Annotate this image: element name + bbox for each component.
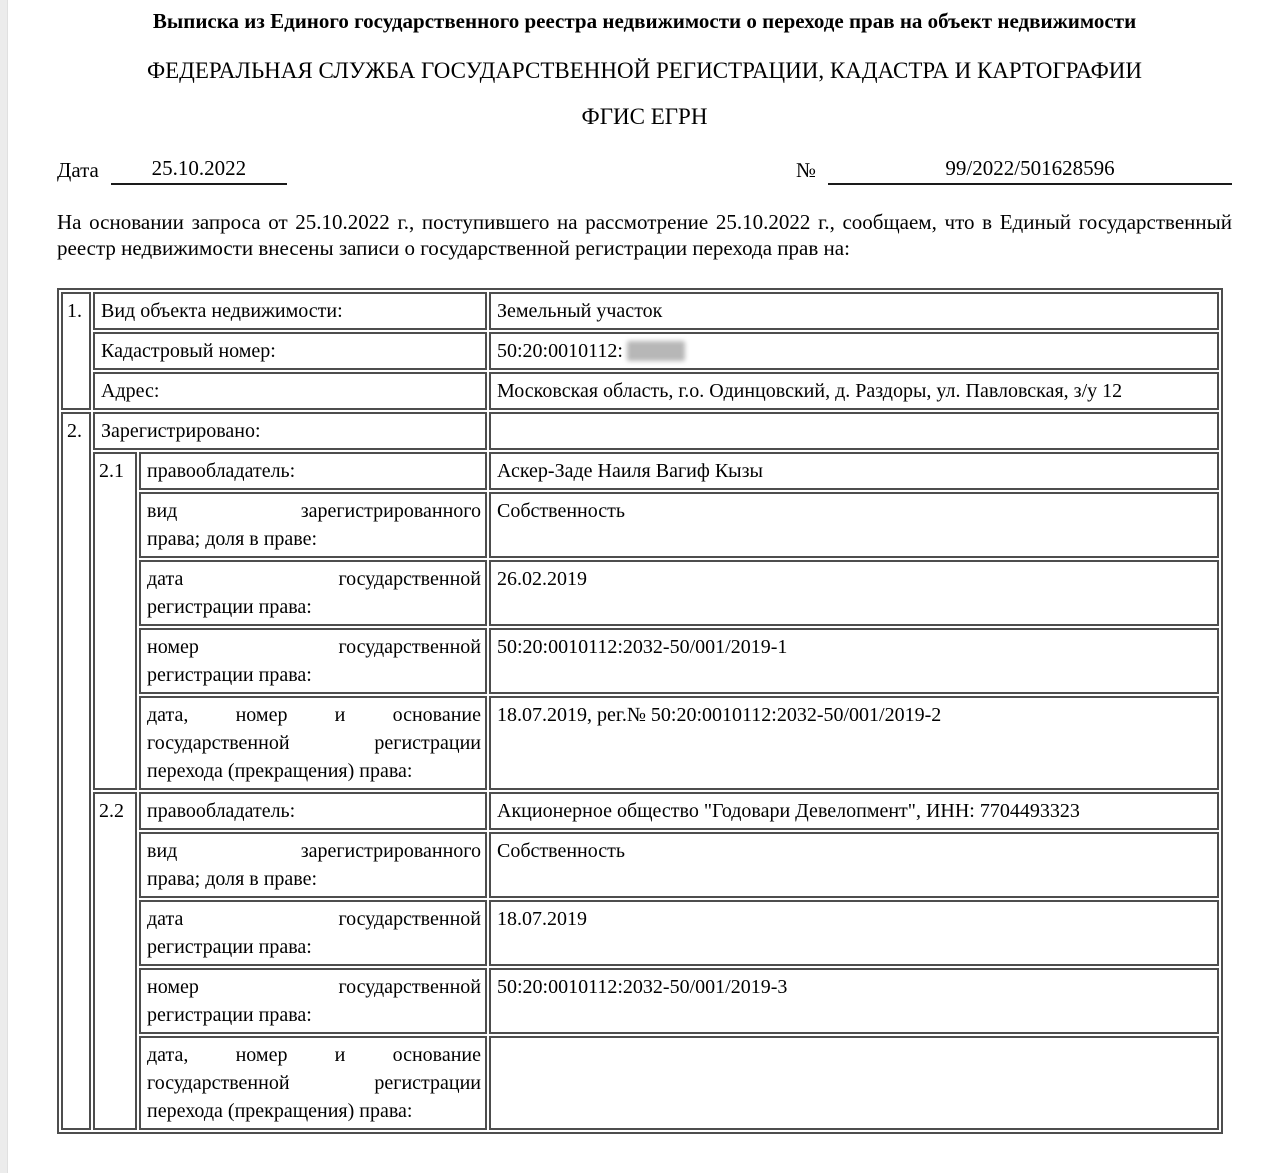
field-label: номер государственной регистрации права: bbox=[139, 968, 487, 1034]
document-page bbox=[8, 0, 1280, 1173]
field-label: Вид объекта недвижимости: bbox=[93, 292, 487, 330]
doc-number-label: № bbox=[795, 158, 816, 182]
subsection-number bbox=[93, 452, 137, 790]
table-row bbox=[61, 560, 1219, 626]
table-row bbox=[61, 900, 1219, 966]
field-value bbox=[489, 1036, 1219, 1130]
field-label: дата государственной регистрации права: bbox=[139, 900, 487, 966]
field-label: Адрес: bbox=[93, 372, 487, 410]
date-label: Дата bbox=[57, 158, 99, 182]
field-label: номер государственной регистрации права: bbox=[139, 628, 487, 694]
doc-number-value: 99/2022/501628596 bbox=[828, 155, 1232, 185]
section-number bbox=[61, 412, 91, 1130]
section-number-text: 1. bbox=[67, 300, 82, 322]
table-row bbox=[61, 292, 1219, 330]
section-number-text: 2. bbox=[67, 420, 82, 442]
table-row bbox=[61, 452, 1219, 490]
date-group bbox=[57, 155, 287, 185]
field-value: Московская область, г.о. Одинцовский, д. Раздоры, ул. Павловская, з/у 12 bbox=[489, 372, 1219, 410]
table-row bbox=[61, 332, 1219, 370]
field-label: дата государственной регистрации права: bbox=[139, 560, 487, 626]
field-label: дата, номер и основание государственной регистрации перехода (прекращения) права: bbox=[139, 696, 487, 790]
field-label: правообладатель: bbox=[139, 792, 487, 830]
table-row bbox=[61, 412, 1219, 450]
field-label: правообладатель: bbox=[139, 452, 487, 490]
field-label: Зарегистрировано: bbox=[93, 412, 487, 450]
field-label: дата, номер и основание государственной регистрации перехода (прекращения) права: bbox=[139, 1036, 487, 1130]
field-value: Собственность bbox=[489, 492, 1219, 558]
field-label: вид зарегистрированного права; доля в праве: bbox=[139, 492, 487, 558]
table-row bbox=[61, 628, 1219, 694]
redacted-value-blur bbox=[627, 341, 685, 361]
system-name: ФГИС ЕГРН bbox=[581, 104, 708, 129]
field-value: Земельный участок bbox=[489, 292, 1219, 330]
table-row bbox=[61, 968, 1219, 1034]
table-row bbox=[61, 832, 1219, 898]
field-value: 50:20:0010112:2032-50/001/2019-1 bbox=[489, 628, 1219, 694]
field-value: Собственность bbox=[489, 832, 1219, 898]
field-label: Кадастровый номер: bbox=[93, 332, 487, 370]
field-value: 18.07.2019 bbox=[489, 900, 1219, 966]
agency-name: ФЕДЕРАЛЬНАЯ СЛУЖБА ГОСУДАРСТВЕННОЙ РЕГИСТРАЦИИ, КАДАСТРА И КАРТОГРАФИИ bbox=[146, 58, 1143, 83]
table-row bbox=[61, 372, 1219, 410]
page-title: Выписка из Единого государственного реестра недвижимости о переходе прав на объект недвижимости bbox=[152, 9, 1137, 33]
doc-number-group bbox=[796, 155, 1232, 185]
field-value: 26.02.2019 bbox=[489, 560, 1219, 626]
subsection-number-text: 2.1 bbox=[99, 460, 124, 482]
table-row bbox=[61, 1036, 1219, 1130]
table-row bbox=[61, 792, 1219, 830]
table-row bbox=[61, 696, 1219, 790]
field-value: 50:20:0010112:2032-50/001/2019-3 bbox=[489, 968, 1219, 1034]
field-value: Акционерное общество "Годовари Девелопмент", ИНН: 7704493323 bbox=[489, 792, 1219, 830]
subsection-number bbox=[93, 792, 137, 1130]
field-value: 50:20:0010112: bbox=[489, 332, 1219, 370]
viewer-page-edge bbox=[0, 0, 8, 1173]
intro-paragraph: На основании запроса от 25.10.2022 г., поступившего на рассмотрение 25.10.2022 г., сообщаем, что в Единый государственный реестр недвижимости внесены записи о государственной регистрации перехода прав на: bbox=[57, 210, 1232, 260]
records-table bbox=[57, 288, 1223, 1134]
date-number-line bbox=[57, 155, 1232, 185]
subsection-number-text: 2.2 bbox=[99, 800, 124, 822]
section-number bbox=[61, 292, 91, 410]
date-value: 25.10.2022 bbox=[111, 155, 287, 185]
field-label: вид зарегистрированного права; доля в праве: bbox=[139, 832, 487, 898]
field-value: Аскер-Заде Наиля Вагиф Кызы bbox=[489, 452, 1219, 490]
field-value: 18.07.2019, рег.№ 50:20:0010112:2032-50/001/2019-2 bbox=[489, 696, 1219, 790]
field-value bbox=[489, 412, 1219, 450]
table-row bbox=[61, 492, 1219, 558]
